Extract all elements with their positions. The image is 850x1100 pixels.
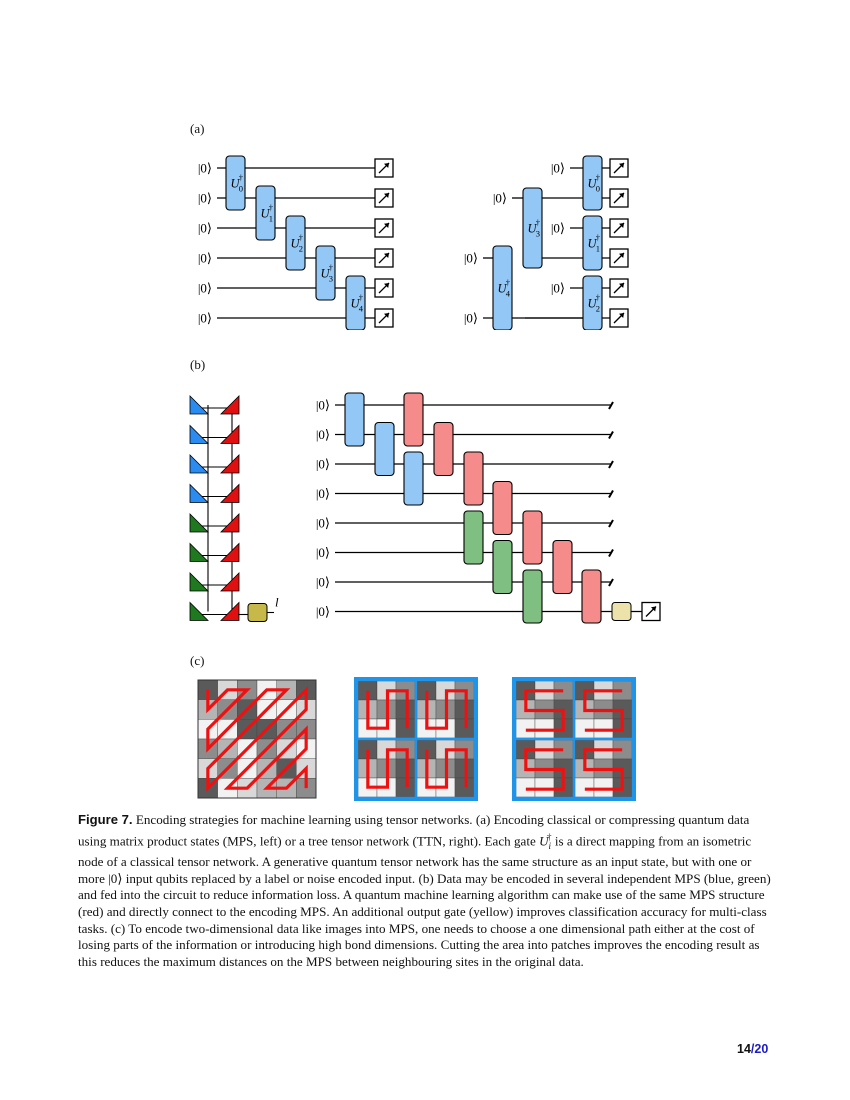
gate-label-sup: † (595, 232, 600, 243)
gate-label-sub: 1 (268, 213, 273, 224)
green-mps-gate (493, 541, 512, 594)
pixel-cell (396, 719, 415, 738)
ket-zero-label: |0⟩ (197, 280, 212, 296)
ket-zero-label: |0⟩ (315, 545, 330, 560)
panel-a-circuits (185, 150, 645, 330)
gate-label-sub: 2 (595, 303, 600, 314)
gate-label-sup: † (238, 172, 243, 183)
ket-zero-label: |0⟩ (197, 310, 212, 326)
measurement-icon (610, 309, 628, 327)
red-mps-gate (434, 423, 453, 476)
pixel-cell (396, 759, 415, 778)
ket-zero-label: |0⟩ (315, 397, 330, 413)
encoder-triangle (190, 603, 208, 621)
gate-label: U (320, 266, 330, 281)
pixel-cell (575, 719, 594, 738)
measurement-icon (375, 249, 393, 267)
ket-zero-label: |0⟩ (315, 486, 330, 501)
encoder-triangle (190, 544, 208, 562)
measurement-icon (610, 189, 628, 207)
ket-zero-label: |0⟩ (550, 280, 565, 296)
gate-label: U (587, 296, 597, 311)
ket-zero-label: |0⟩ (492, 190, 507, 206)
gate-label-sub: 3 (535, 228, 540, 239)
caption-text-1: Encoding strategies for machine learning using tensor networks. (a) Encoding classical or compressing quantum data using matrix product states (MPS, left) or a tree tensor network (TTN, right). Each gate (78, 812, 750, 848)
green-mps-gate (464, 511, 483, 564)
pixel-cell (396, 700, 415, 719)
panel-label-b: (b) (190, 357, 206, 372)
measurement-icon (375, 159, 393, 177)
ket-zero-label: |0⟩ (315, 456, 330, 472)
gate-label-sup: † (358, 292, 363, 303)
gate-label-sup: † (505, 277, 510, 288)
pixel-cell (516, 778, 535, 797)
pixel-cell (455, 759, 474, 778)
ket-zero-label: |0⟩ (197, 250, 212, 266)
blue-mps-gate (375, 423, 394, 476)
caption-gate: U (539, 832, 549, 848)
ket-zero-label: |0⟩ (463, 250, 478, 266)
gate-label-sub: 0 (595, 183, 600, 194)
gate-label-sup: † (268, 202, 273, 213)
encoder-triangle (190, 485, 208, 503)
red-mps-gate (493, 482, 512, 535)
blue-mps-gate (345, 393, 364, 446)
gate-label-sup: † (298, 232, 303, 243)
pixel-cell (455, 719, 474, 738)
encoder-triangle (190, 573, 208, 591)
output-gate (612, 603, 631, 621)
red-mps-gate (464, 452, 483, 505)
figure-caption (78, 812, 772, 970)
pixel-cell (516, 719, 535, 738)
ket-zero-label: |0⟩ (315, 574, 330, 590)
blue-mps-gate (404, 452, 423, 505)
label-symbol: l (275, 594, 279, 610)
ket-zero-label: |0⟩ (550, 220, 565, 236)
page-current: 14 (737, 1042, 751, 1056)
pixel-cell (594, 719, 613, 738)
encoder-triangle (190, 426, 208, 444)
red-mps-gate (582, 570, 601, 623)
classifier-triangle (221, 485, 239, 503)
classifier-triangle (221, 455, 239, 473)
caption-text-3: input qubits replaced by a label or noise encoded input. (b) Data may be encoded in several independent MPS (blue, green) and fed into the circuit to reduce information loss. A quantum machine learning algorithm can make use of the same MPS structure (red) and directly connect to the encoding MPS. An additional output gate (yellow) improves classification accuracy for multi-class tasks. (c) To encode two-dimensional data like images into MPS, one needs to choose a one dimensional path either at the cost of losing parts of the information or introducing high bond dimensions. Cutting the area into patches improves the encoding result as this reduces the maximum distances on the MPS between neighbouring sites in the original data. (78, 870, 771, 969)
ket-zero-label: |0⟩ (197, 160, 212, 176)
ket-zero-label: |0⟩ (550, 160, 565, 176)
caption-gate-sup: † (547, 831, 552, 842)
measurement-icon (375, 219, 393, 237)
gate-label-sub: 2 (298, 243, 303, 254)
gate-label: U (587, 176, 597, 191)
classifier-triangle (221, 514, 239, 532)
measurement-icon (375, 309, 393, 327)
caption-text-2: is a direct mapping from an isometric node of a classical tensor network. A generative quantum tensor network has the same structure as an input state, but with one or more (78, 832, 752, 886)
gate-label-sup: † (595, 292, 600, 303)
encoder-triangle (190, 514, 208, 532)
pixel-cell (594, 778, 613, 797)
pixel-cell (455, 778, 474, 797)
gate-label-sub: 1 (595, 243, 600, 254)
measurement-icon (610, 159, 628, 177)
pixel-cell (396, 778, 415, 797)
gate-label-sub: 3 (328, 273, 333, 284)
gate-label-sub: 0 (238, 183, 243, 194)
red-mps-gate (404, 393, 423, 446)
gate-label: U (350, 296, 360, 311)
gate-label-sup: † (535, 217, 540, 228)
green-mps-gate (523, 570, 542, 623)
red-mps-gate (523, 511, 542, 564)
label-gate (248, 604, 267, 622)
gate-label: U (527, 221, 537, 236)
page-sep: / (750, 1042, 755, 1056)
ket-zero-label: |0⟩ (197, 190, 212, 206)
gate-label: U (260, 206, 270, 221)
gate-label: U (230, 176, 240, 191)
encoder-triangle (190, 396, 208, 414)
ket-zero-label: |0⟩ (315, 604, 330, 619)
red-mps-gate (553, 541, 572, 594)
pixel-cell (575, 778, 594, 797)
measurement-icon (375, 279, 393, 297)
pixel-cell (455, 700, 474, 719)
gate-label-sup: † (328, 262, 333, 273)
classifier-triangle (221, 426, 239, 444)
pixel-cell (535, 778, 554, 797)
measurement-icon (610, 219, 628, 237)
panel-c-image-paths (190, 675, 640, 805)
measurement-icon (375, 189, 393, 207)
ket-zero-label: |0⟩ (463, 310, 478, 326)
page-number (737, 1042, 768, 1056)
classifier-triangle (221, 544, 239, 562)
ket-zero-label: |0⟩ (197, 220, 212, 236)
ket-zero-label: |0⟩ (315, 515, 330, 531)
page-total: 20 (754, 1042, 769, 1056)
ket-zero-label: |0⟩ (315, 427, 330, 442)
panel-label-c: (c) (190, 653, 205, 668)
panel-b-circuits (180, 385, 670, 630)
gate-label: U (587, 236, 597, 251)
pixel-cell (535, 719, 554, 738)
gate-label: U (497, 281, 507, 296)
measurement-icon (610, 249, 628, 267)
measurement-icon (642, 603, 660, 621)
panel-label-a: (a) (190, 121, 205, 136)
caption-ket: |0⟩ (108, 870, 123, 886)
classifier-triangle (221, 573, 239, 591)
measurement-icon (610, 279, 628, 297)
gate-label: U (290, 236, 300, 251)
gate-label-sub: 4 (358, 303, 363, 314)
gate-label-sup: † (595, 172, 600, 183)
encoder-triangle (190, 455, 208, 473)
classifier-triangle (221, 396, 239, 414)
gate-label-sub: 4 (505, 288, 510, 299)
caption-gate-sub: i (548, 840, 552, 851)
caption-label: Figure 7. (78, 812, 133, 827)
classifier-triangle (221, 603, 239, 621)
